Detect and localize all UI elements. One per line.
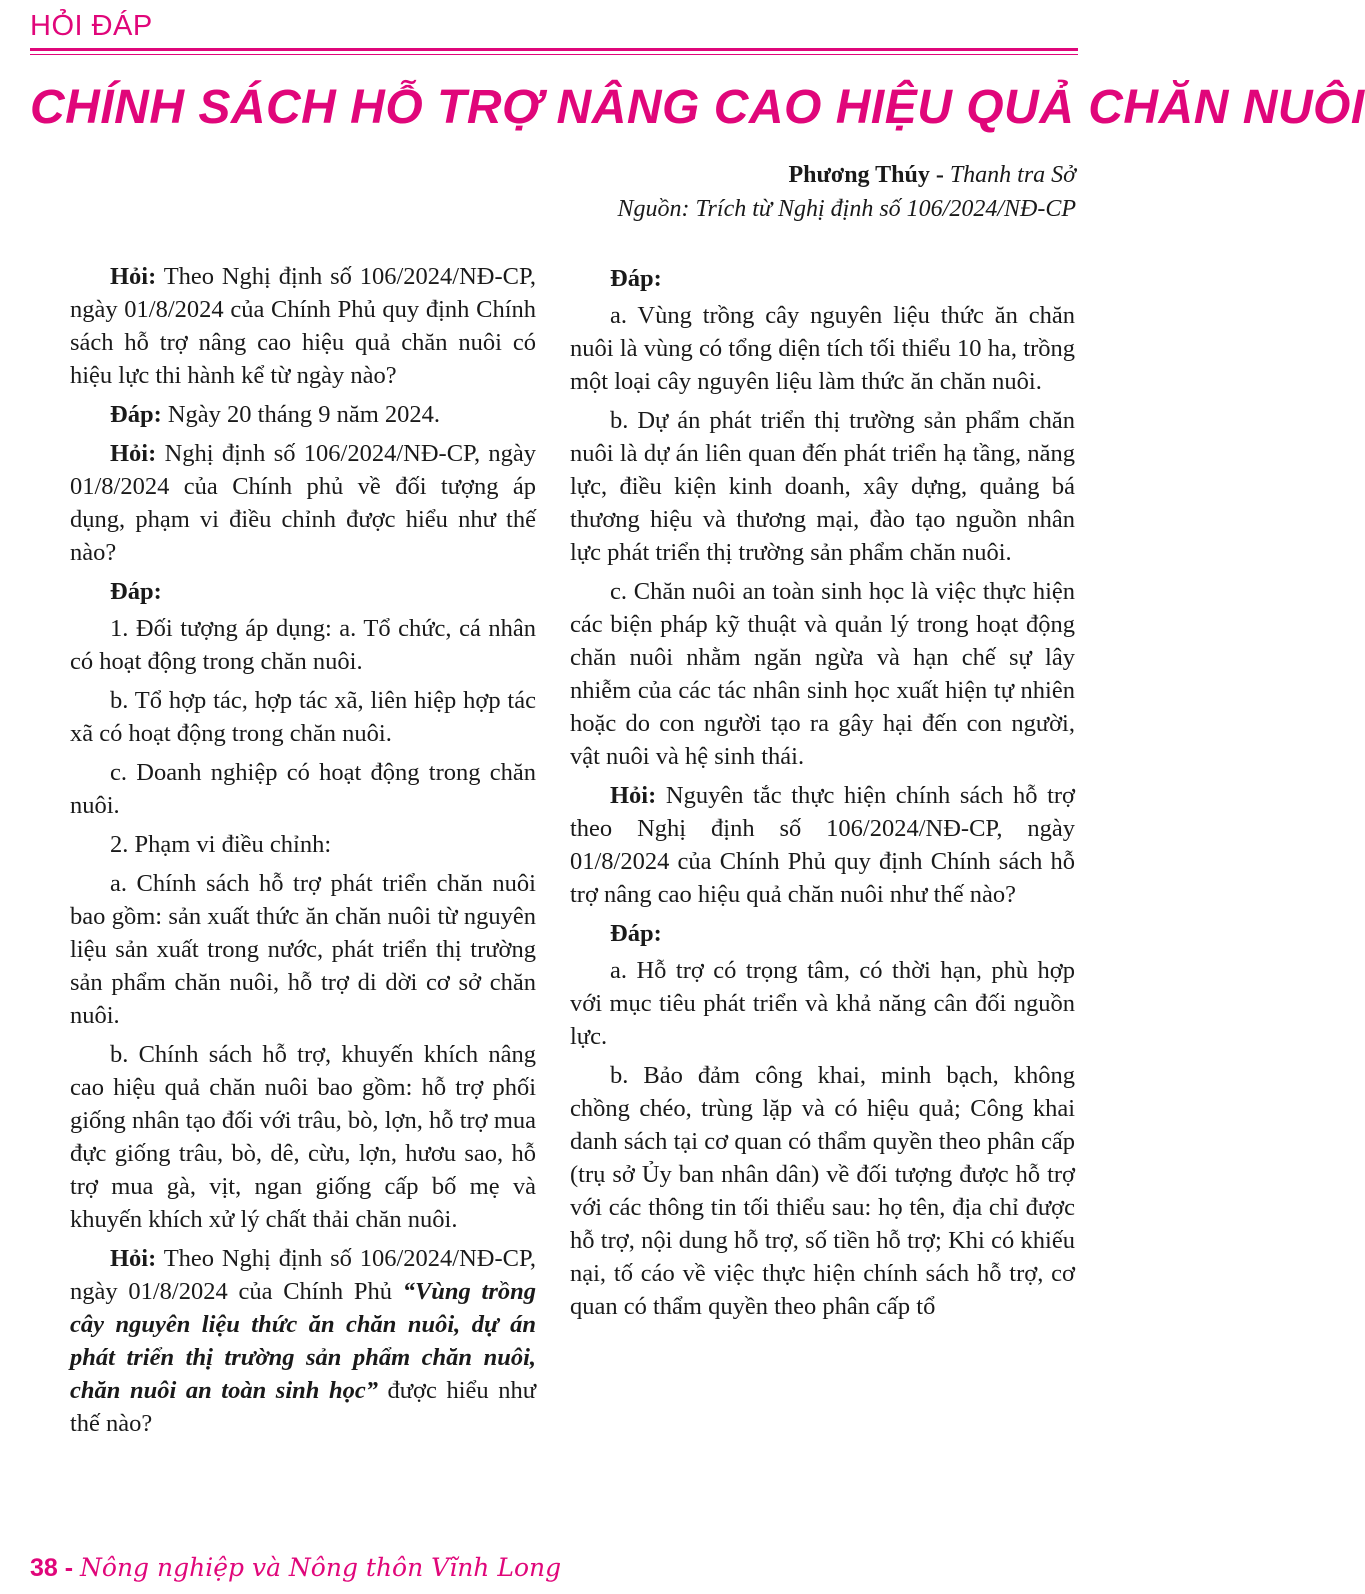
body-paragraph: a. Vùng trồng cây nguyên liệu thức ăn chăn nuôi là vùng có tổng diện tích tối thiểu 10 ha, trồng một loại cây nguyên liệu làm thức ăn chăn nuôi. (570, 302, 1075, 395)
body-paragraph: b. Dự án phát triển thị trường sản phẩm chăn nuôi là dự án liên quan đến phát triển hạ tầng, năng lực, điều kiện kinh doanh, xây dựng, quảng bá thương hiệu và thương mại, đào tạo nguồn nhân lực phát triển thị trường sản phẩm chăn nuôi. (570, 407, 1075, 566)
page-number: 38 (30, 1554, 58, 1582)
question-label: Hỏi: (110, 1245, 157, 1272)
body-paragraph: 1. Đối tượng áp dụng: a. Tổ chức, cá nhân có hoạt động trong chăn nuôi. (70, 615, 536, 675)
article-title: CHÍNH SÁCH HỖ TRỢ NÂNG CAO HIỆU QUẢ CHĂN NUÔI (30, 81, 1365, 134)
body-paragraph: c. Chăn nuôi an toàn sinh học là việc thực hiện các biện pháp kỹ thuật và quản lý trong hoạt động chăn nuôi nhằm ngăn ngừa và hạn chế sự lây nhiễm của các tác nhân sinh học xuất hiện tự nhiên hoặc do con người tạo ra gây hại đến con người, vật nuôi và hệ sinh thái. (570, 578, 1075, 770)
body-paragraph: a. Chính sách hỗ trợ phát triển chăn nuôi bao gồm: sản xuất thức ăn chăn nuôi từ nguyên liệu sản xuất trong nước, phát triển thị trường sản phẩm chăn nuôi, hỗ trợ di dời cơ sở chăn nuôi. (70, 870, 536, 1029)
answer-paragraph (70, 575, 536, 608)
body-paragraph: 2. Phạm vi điều chỉnh: (110, 831, 332, 858)
body-paragraph: b. Tổ hợp tác, hợp tác xã, liên hiệp hợp tác xã có hoạt động trong chăn nuôi. (70, 687, 536, 747)
question-quote: “Vùng trồng cây nguyên liệu thức ăn chăn nuôi, dự án phát triển thị trường sản phẩm chăn nuôi, chăn nuôi an toàn sinh học” (70, 1278, 537, 1404)
question-paragraph (70, 1242, 536, 1440)
question-label: Hỏi: (110, 263, 157, 290)
body-paragraph: b. Chính sách hỗ trợ, khuyến khích nâng cao hiệu quả chăn nuôi bao gồm: hỗ trợ phối giống nhân tạo đối với trâu, bò, lợn, hỗ trợ mua đực giống trâu, bò, dê, cừu, lợn, hươu sao, hỗ trợ mua gà, vịt, ngan giống cấp bố mẹ và khuyến khích xử lý chất thải chăn nuôi. (70, 1041, 536, 1233)
body-paragraph: b. Bảo đảm công khai, minh bạch, không chồng chéo, trùng lặp và có hiệu quả; Công khai danh sách tại cơ quan có thẩm quyền theo phân cấp (trụ sở Ủy ban nhân dân) về đối tượng được hỗ trợ với các thông tin tối thiểu sau: họ tên, địa chỉ được hỗ trợ, nội dung hỗ trợ, số tiền hỗ trợ; Khi có khiếu nại, tố cáo về việc thực hiện chính sách hỗ trợ, cơ quan có thẩm quyền theo phân cấp tổ (570, 1062, 1075, 1320)
question-text: Nguyên tắc thực hiện chính sách hỗ trợ theo Nghị định số 106/2024/NĐ-CP, ngày 01/8/2024 của Chính Phủ quy định Chính sách hỗ trợ nâng cao hiệu quả chăn nuôi như thế nào? (570, 782, 1076, 908)
body-paragraph: c. Doanh nghiệp có hoạt động trong chăn nuôi. (70, 759, 536, 819)
question-text: Theo Nghị định số 106/2024/NĐ-CP, ngày 01/8/2024 của Chính Phủ (70, 1245, 537, 1305)
right-column (570, 262, 1075, 1329)
question-text: Nghị định số 106/2024/NĐ-CP, ngày 01/8/2024 của Chính phủ về đối tượng áp dụng, phạm vi điều chỉnh được hiểu như thế nào? (70, 440, 536, 566)
author-role: Thanh tra Sở (949, 162, 1076, 188)
answer-label: Đáp: (110, 401, 162, 428)
answer-paragraph (570, 262, 1075, 295)
question-paragraph (70, 437, 536, 569)
question-label: Hỏi: (110, 440, 157, 467)
left-column (70, 260, 536, 1446)
answer-text: Ngày 20 tháng 9 năm 2024. (167, 401, 441, 428)
page-footer (30, 1553, 561, 1583)
answer-label: Đáp: (610, 265, 662, 292)
header-rule-thin (30, 54, 1078, 55)
magazine-name: Nông nghiệp và Nông thôn Vĩnh Long (80, 1553, 562, 1582)
body-paragraph: a. Hỗ trợ có trọng tâm, có thời hạn, phù hợp với mục tiêu phát triển và khả năng cân đối nguồn lực. (570, 957, 1075, 1050)
author-name: Phương Thúy (788, 162, 930, 188)
question-text: Theo Nghị định số 106/2024/NĐ-CP, ngày 01/8/2024 của Chính Phủ quy định Chính sách hỗ trợ nâng cao hiệu quả chăn nuôi có hiệu lực thi hành kể từ ngày nào? (70, 263, 537, 389)
byline (618, 158, 1076, 226)
answer-paragraph (570, 917, 1075, 950)
source-note: Nguồn: Trích từ Nghị định số 106/2024/NĐ-CP (617, 196, 1076, 222)
section-label: HỎI ĐÁP (30, 10, 153, 42)
footer-separator: - (57, 1554, 81, 1582)
question-label: Hỏi: (610, 782, 657, 809)
byline-separator: - (929, 162, 950, 188)
answer-label: Đáp: (610, 920, 662, 947)
question-paragraph (570, 779, 1075, 911)
answer-label: Đáp: (110, 578, 162, 605)
question-text-end: được hiểu như thế nào? (70, 1377, 536, 1437)
answer-paragraph (70, 398, 536, 431)
header-rule (30, 48, 1078, 51)
byline-author-line (618, 158, 1076, 192)
question-paragraph (70, 260, 536, 392)
